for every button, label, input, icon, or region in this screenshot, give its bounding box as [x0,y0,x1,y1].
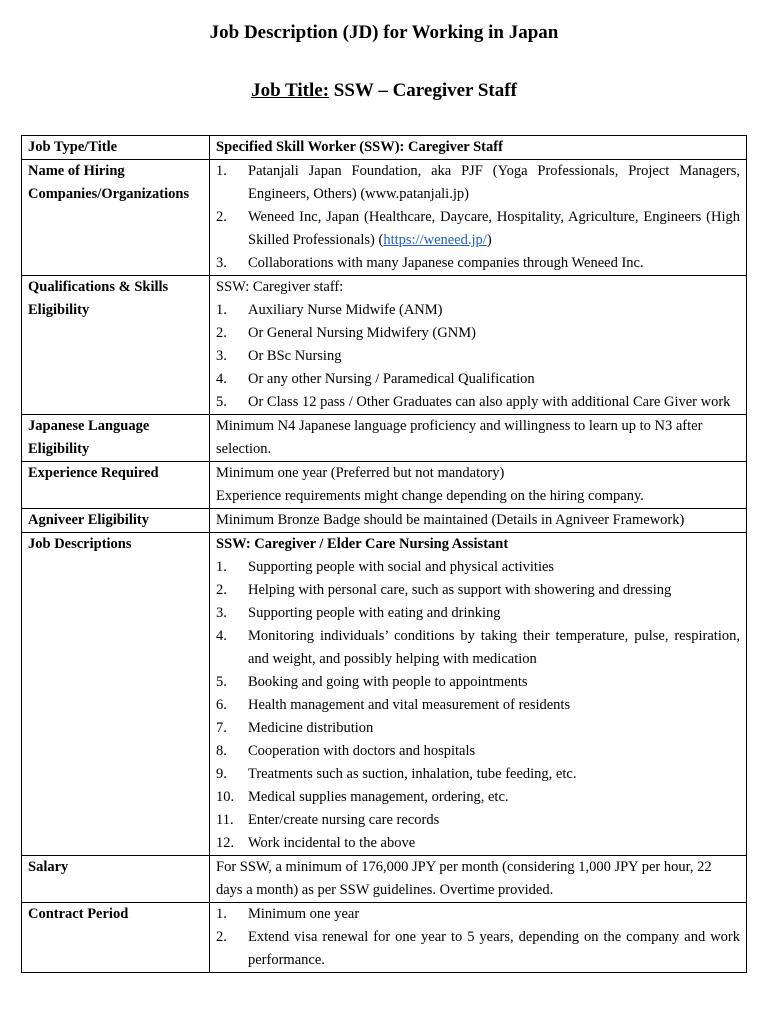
list-item: 4. Monitoring individuals’ conditions by taking their temperature, pulse, respiration, and weight, and possibly helping with medication [216,628,740,667]
hiring-list [216,160,740,275]
job-title-value: SSW – Caregiver Staff [333,80,517,101]
row-value [210,903,747,973]
document-title: Job Description (JD) for Working in Japan [209,22,559,43]
job-description-table [21,135,747,973]
row-value [210,533,747,856]
row-agniveer [22,509,747,533]
list-item: 6. Health management and vital measurement of residents [216,697,571,713]
list-item: 5. Booking and going with people to appointments [216,674,528,690]
list-item: 1. Auxiliary Nurse Midwife (ANM) [216,302,443,318]
list-item: 1. Patanjali Japan Foundation, aka PJF (Yoga Professionals, Project Managers, Engineers, Others) (www.patanjali.jp) [216,163,740,202]
row-label: Contract Period [22,903,210,973]
row-job-descriptions [22,533,747,856]
weneed-link[interactable]: https://weneed.jp/ [383,232,487,248]
list-item: 3. Supporting people with eating and drinking [216,605,501,621]
row-value [210,276,747,415]
row-value: Minimum N4 Japanese language proficiency and willingness to learn up to N3 after selection. [210,415,747,462]
row-label: Agniveer Eligibility [22,509,210,533]
list-item: 4. Or any other Nursing / Paramedical Qualification [216,371,535,387]
list-item: 12. Work incidental to the above [216,835,416,851]
list-item: 8. Cooperation with doctors and hospitals [216,743,476,759]
row-label: Qualifications & Skills Eligibility [22,276,210,415]
job-title [0,78,768,104]
row-hiring-companies [22,160,747,276]
job-descriptions-list [216,556,740,855]
row-value: Specified Skill Worker (SSW): Caregiver Staff [210,136,747,160]
row-qualifications [22,276,747,415]
list-item: 1. Minimum one year [216,906,360,922]
experience-line: Experience requirements might change depending on the hiring company. [216,488,644,504]
row-label: Japanese Language Eligibility [22,415,210,462]
list-item: 5. Or Class 12 pass / Other Graduates can also apply with additional Care Giver work [216,394,731,410]
row-salary [22,856,747,903]
job-descriptions-heading: SSW: Caregiver / Elder Care Nursing Assistant [216,536,509,552]
job-title-label: Job Title: [251,80,330,101]
row-label: Job Descriptions [22,533,210,856]
list-item: 7. Medicine distribution [216,720,374,736]
qualifications-list [216,299,740,414]
row-value: Minimum Bronze Badge should be maintained (Details in Agniveer Framework) [210,509,747,533]
list-item: 1. Supporting people with social and physical activities [216,559,555,575]
row-japanese-language [22,415,747,462]
row-contract-period [22,903,747,973]
qualifications-intro: SSW: Caregiver staff: [216,279,344,295]
row-value [210,160,747,276]
list-item: 3. Or BSc Nursing [216,348,342,364]
list-item: 2. Or General Nursing Midwifery (GNM) [216,325,476,341]
list-item: 9. Treatments such as suction, inhalation, tube feeding, etc. [216,766,577,782]
list-item: 10. Medical supplies management, ordering, etc. [216,789,509,805]
list-item: 2. Helping with personal care, such as support with showering and dressing [216,582,672,598]
list-item: 2. Weneed Inc, Japan (Healthcare, Daycare, Hospitality, Agriculture, Engineers (High Skilled Professionals) (https://weneed.jp/) [216,209,740,248]
row-label: Job Type/Title [22,136,210,160]
row-value [210,462,747,509]
row-label: Salary [22,856,210,903]
list-item: 11. Enter/create nursing care records [216,812,440,828]
row-label: Name of Hiring Companies/Organizations [22,160,210,276]
row-value: For SSW, a minimum of 176,000 JPY per month (considering 1,000 JPY per hour, 22 days a month) as per SSW guidelines. Overtime provided. [210,856,747,903]
row-label: Experience Required [22,462,210,509]
list-item: 2. Extend visa renewal for one year to 5 years, depending on the company and work performance. [216,929,740,968]
list-item: 3. Collaborations with many Japanese companies through Weneed Inc. [216,255,644,271]
contract-list [216,903,740,972]
experience-line: Minimum one year (Preferred but not mandatory) [216,465,505,481]
row-job-type [22,136,747,160]
row-experience [22,462,747,509]
